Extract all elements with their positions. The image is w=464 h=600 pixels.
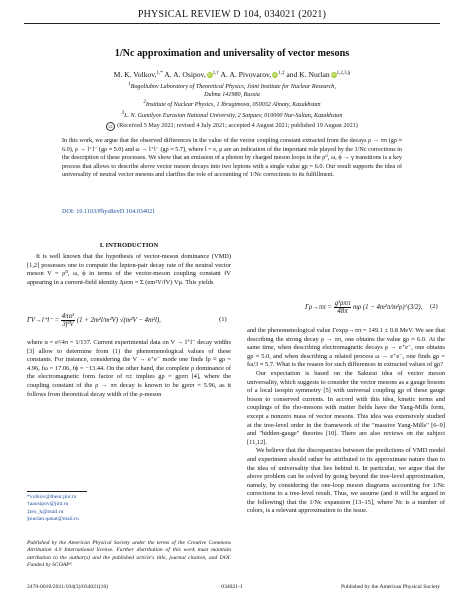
journal-header: PHYSICAL REVIEW D 104, 034021 (2021) (137, 9, 327, 20)
affiliation-sup: 1 (128, 82, 131, 87)
equation-1 (27, 313, 161, 328)
author-name[interactable]: and K. Nurlan (286, 70, 330, 79)
doi-link[interactable]: DOI: 10.1103/PhysRevD.104.034021 (62, 208, 156, 215)
footer-issn: 2470-0010/2021/104(3)/034021(10) (27, 584, 109, 590)
footer-page-number: 034021-1 (221, 584, 243, 590)
fraction-denominator: 3f²V (62, 321, 74, 328)
affiliation-text: L. N. Gumilyov Eurasian National University, 2 Satpaev, 010000 Nur-Sultan, Kazakhstan (124, 112, 343, 119)
fraction-numerator: g²ρππ (334, 300, 351, 307)
affiliation-line (0, 81, 464, 91)
footnote-rule (27, 491, 87, 492)
equation-rest: (1 + 2m²l/m²V) √(m²V − 4m²l), (76, 317, 161, 325)
equation-2 (305, 300, 422, 315)
publication-dates (0, 122, 464, 131)
affiliations (0, 81, 464, 120)
publisher-note: Published by the American Physical Society under the terms of the Creative Commons Attribution 4.0 International license. Further distribution of this work must maintain attribution to the author(s) and the published article's title, journal citation, and DOI. Funded by SCOAP³. (27, 540, 231, 568)
affiliation-line (0, 91, 464, 99)
affiliation-text: Institute of Nuclear Physics, 1 Ibragimova, 050032 Almaty, Kazakhstan (145, 102, 321, 109)
creative-commons-icon: cc (106, 122, 115, 131)
right-column (247, 327, 445, 516)
equation-fraction (334, 300, 352, 315)
equation-fraction (61, 313, 75, 328)
dates-text: (Received 5 May 2021; revised 4 July 2021; accepted 4 August 2021; published 19 August 2021) (117, 122, 358, 129)
equation-number: (2) (430, 303, 438, 310)
fraction-denominator: 48π (337, 308, 348, 315)
email-link[interactable]: ‡tex_k@mail.ru (27, 508, 64, 515)
author-sup: 1,2,3,§ (336, 71, 351, 76)
orcid-icon[interactable]: iD (207, 72, 212, 77)
abstract: In this work, we argue that the observed differences in the value of the vector coupling constant extracted from the decays ρ → ππ (gρ ≈ 6.0), ρ → l⁺l⁻ (gρ ≈ 5.0) and ω → l⁺l⁻ (gρ ≈ 5.7), where l = e, μ are an indication of the important role played by the 1/Nc corrections in the description of these processes. We show that an emission of a photon by charged meson loops in the ρ⁰, ω, ϕ → γ transitions is a key process that allows to describe above vector meson decays into two leptons with a single value gρ = 6.0. Our result supports the idea of universality of neutral vector mesons and clarifies the role of accounting of 1/Nc corrections to its fulfillment. (62, 137, 402, 178)
equation-lhs: Γρ→ππ = (305, 304, 333, 312)
author-list (0, 70, 464, 79)
affiliation-line (0, 99, 464, 109)
fraction-numerator: 4πα² (61, 313, 75, 320)
affiliation-sup: 3 (121, 110, 125, 116)
section-heading: I. INTRODUCTION (99, 242, 159, 249)
affiliation-text: Bogoliubov Laboratory of Theoretical Physics, Joint Institute for Nuclear Research, (130, 84, 336, 90)
author-name[interactable]: A. A. Osipov, (164, 70, 206, 79)
affiliation-sup: 2 (143, 100, 146, 106)
equation-number: (1) (219, 316, 227, 323)
author-sup: 1,‡ (278, 71, 285, 76)
equation-rest: mρ (1 − 4m²π/m²ρ)^(3/2), (352, 304, 423, 312)
header-rule (24, 23, 440, 24)
email-link[interactable]: †aaosipov@jinr.ru (27, 501, 69, 508)
author-sup: 1,† (212, 71, 219, 76)
left-column-continued (27, 339, 231, 399)
email-link[interactable]: *volkov@theor.jinr.ru (27, 494, 77, 500)
paragraph: We believe that the discrepancies between the predictions of VMD model and experiment should rather be attributed to its approximate nature than to the idea of universality that lies behind it. In particular, we argue that the above problem can be solved by going beyond the tree-level approximation, namely, by considering the one-loop meson diagrams accounting for 1/Nc corrections to a tree-level result. Thus, we assume (and it will be argued in the following) that the 1/Nc expansion [13–15], where Nc is a number of colors, is a relevant approximation to the issue. (247, 447, 445, 515)
author-name[interactable]: A. A. Pivovarov, (220, 70, 272, 79)
paragraph: It is well known that the hypothesis of vector-meson dominance (VMD) [1,2] possesses one to compute the lepton-pair decay rate of the neutral vector meson V = ρ⁰, ω, ϕ in terms of the vector-meson coupling constant fV appearing in a current-field identity Jμem = Σ (em²V/fV) Vμ. This yields (27, 253, 231, 286)
author-name[interactable]: M. K. Volkov, (113, 70, 157, 79)
footnotes (27, 494, 231, 524)
affiliation-text: Dubna 141980, Russia (204, 92, 260, 99)
paragraph: where α = e²/4π = 1/137. Current experimental data on V → l⁺l⁻ decay widths [3] allow to determine from (1) the phenomenological values of these constants. For instance, considering the V → e⁺e⁻ mode one finds fρ ≡ gρ = 4.96, fω = 17.06, fϕ = −13.44. On the other hand, the complete ρ dominance of the electromagnetic form factor of π± implies gρ = gρππ [4], where the coupling constant of the ρ → ππ decay is known to be gρππ = 5.96, as it follows from theoretical decay width of the ρ-meson (27, 339, 231, 398)
email-link[interactable]: §nurlan.qanat@mail.ru (27, 516, 79, 523)
orcid-icon[interactable]: iD (331, 72, 336, 77)
paragraph: Our expectation is based on the Sakurai idea of vector meson universality, which suggests to consider the vector mesons as a gauge bosons of a local isospin symmetry [5] with universal coupling gρ of these gauge boson to conserved currents. In accord with this idea, kinetic terms and couplings of the rho-mesons with matter fields have the Yang-Mills form, except a nonzero mass of vector mesons. This idea was extensively studied at the tree-level order in the framework of the "massive Yang-Mills" [6–9] and "hidden-gauge" theories [10]. There are also reviews on the subject [11,12]. (247, 369, 445, 446)
paper-title: 1/Nc approximation and universality of vector mesons (114, 48, 350, 59)
footer-publisher: Published by the American Physical Society (341, 584, 440, 590)
affiliation-line (0, 110, 464, 120)
orcid-icon[interactable]: iD (273, 72, 278, 77)
left-column (27, 253, 231, 287)
equation-lhs: ΓV→l⁺l⁻ = (27, 317, 60, 325)
author-sup: 1,* (156, 71, 163, 76)
paragraph: and the phenomenological value Γexpρ→ππ = 149.1 ± 0.8 MeV. We see that describing the strong decay ρ → ππ, one obtains the value gρ ≈ 6.0. At the same time, when describing electromagnetic decays ρ → e⁺e⁻, one obtains gρ ≈ 5.0, and when describing a related process ω → e⁺e⁻, one finds gρ = fω/3 ≈ 5.7. What is the reason for such differences in extracted values of gρ? (247, 327, 445, 369)
